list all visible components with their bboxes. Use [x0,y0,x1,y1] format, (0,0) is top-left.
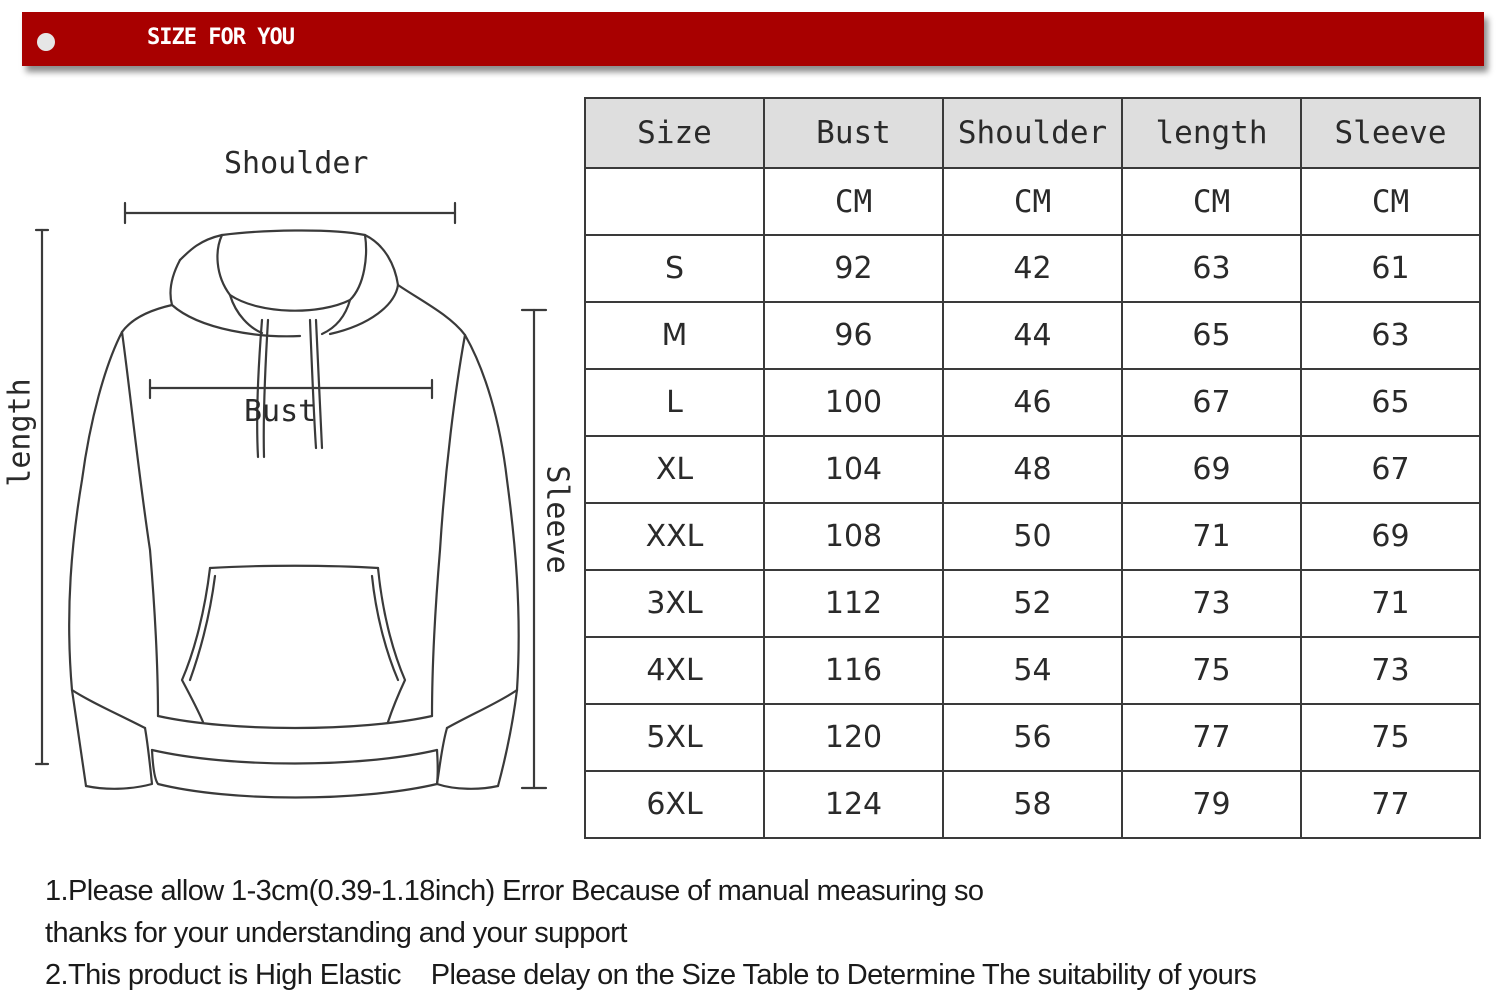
sleeve-cell: 67 [1301,436,1480,503]
bust-cell: 96 [764,302,943,369]
sleeve-cell: 69 [1301,503,1480,570]
header-bust: Bust [764,98,943,168]
table-row [585,369,1480,436]
bust-cell: 92 [764,235,943,302]
unit-row [585,168,1480,235]
note-line-1: 1.Please allow 1-3cm(0.39-1.18inch) Error Because of manual measuring so [45,875,984,907]
sleeve-cell: 77 [1301,771,1480,838]
shoulder-cell: 54 [943,637,1122,704]
table-row [585,503,1480,570]
size-cell: 6XL [585,771,764,838]
size-cell: L [585,369,764,436]
bust-cell: 124 [764,771,943,838]
size-cell: M [585,302,764,369]
sleeve-cell: 73 [1301,637,1480,704]
size-cell: S [585,235,764,302]
header-size: Size [585,98,764,168]
unit-cell: CM [1301,168,1480,235]
shoulder-cell: 48 [943,436,1122,503]
hoodie-sketch-icon [0,90,580,810]
shoulder-cell: 44 [943,302,1122,369]
table-row [585,570,1480,637]
bust-label: Bust [244,394,317,429]
table-row [585,637,1480,704]
bust-cell: 104 [764,436,943,503]
sleeve-cell: 63 [1301,302,1480,369]
table-row [585,302,1480,369]
shoulder-label: Shoulder [224,146,369,181]
table-row [585,704,1480,771]
length-cell: 73 [1122,570,1301,637]
unit-cell: CM [764,168,943,235]
bust-cell: 100 [764,369,943,436]
unit-cell: CM [1122,168,1301,235]
hoodie-measurement-diagram [0,90,580,810]
shoulder-cell: 46 [943,369,1122,436]
bust-cell: 108 [764,503,943,570]
banner-title: SIZE FOR YOU [147,25,294,50]
header-row [585,98,1480,168]
notes-section [45,870,1345,996]
size-cell: XXL [585,503,764,570]
header-shoulder: Shoulder [943,98,1122,168]
shoulder-cell: 50 [943,503,1122,570]
bust-cell: 112 [764,570,943,637]
header-length: length [1122,98,1301,168]
length-cell: 75 [1122,637,1301,704]
length-cell: 67 [1122,369,1301,436]
shoulder-cell: 52 [943,570,1122,637]
length-cell: 65 [1122,302,1301,369]
size-chart-table [584,97,1481,839]
length-label: length [2,378,38,487]
length-cell: 71 [1122,503,1301,570]
sleeve-cell: 65 [1301,369,1480,436]
shoulder-cell: 58 [943,771,1122,838]
sleeve-cell: 61 [1301,235,1480,302]
bullet-dot-icon [37,33,55,51]
unit-cell: CM [943,168,1122,235]
length-cell: 69 [1122,436,1301,503]
note-line-3: 2.This product is High Elastic Please delay on the Size Table to Determine The suitability of yours [45,959,1257,991]
sleeve-label: Sleeve [539,465,575,574]
shoulder-cell: 56 [943,704,1122,771]
length-cell: 79 [1122,771,1301,838]
header-sleeve: Sleeve [1301,98,1480,168]
unit-cell [585,168,764,235]
bust-cell: 120 [764,704,943,771]
table-row [585,235,1480,302]
size-cell: 3XL [585,570,764,637]
sleeve-cell: 71 [1301,570,1480,637]
shoulder-cell: 42 [943,235,1122,302]
table-row [585,771,1480,838]
length-cell: 77 [1122,704,1301,771]
length-cell: 63 [1122,235,1301,302]
header-banner [22,12,1484,66]
bust-cell: 116 [764,637,943,704]
table-row [585,436,1480,503]
size-cell: 5XL [585,704,764,771]
sleeve-cell: 75 [1301,704,1480,771]
size-cell: 4XL [585,637,764,704]
note-line-2: thanks for your understanding and your support [45,917,627,949]
size-cell: XL [585,436,764,503]
